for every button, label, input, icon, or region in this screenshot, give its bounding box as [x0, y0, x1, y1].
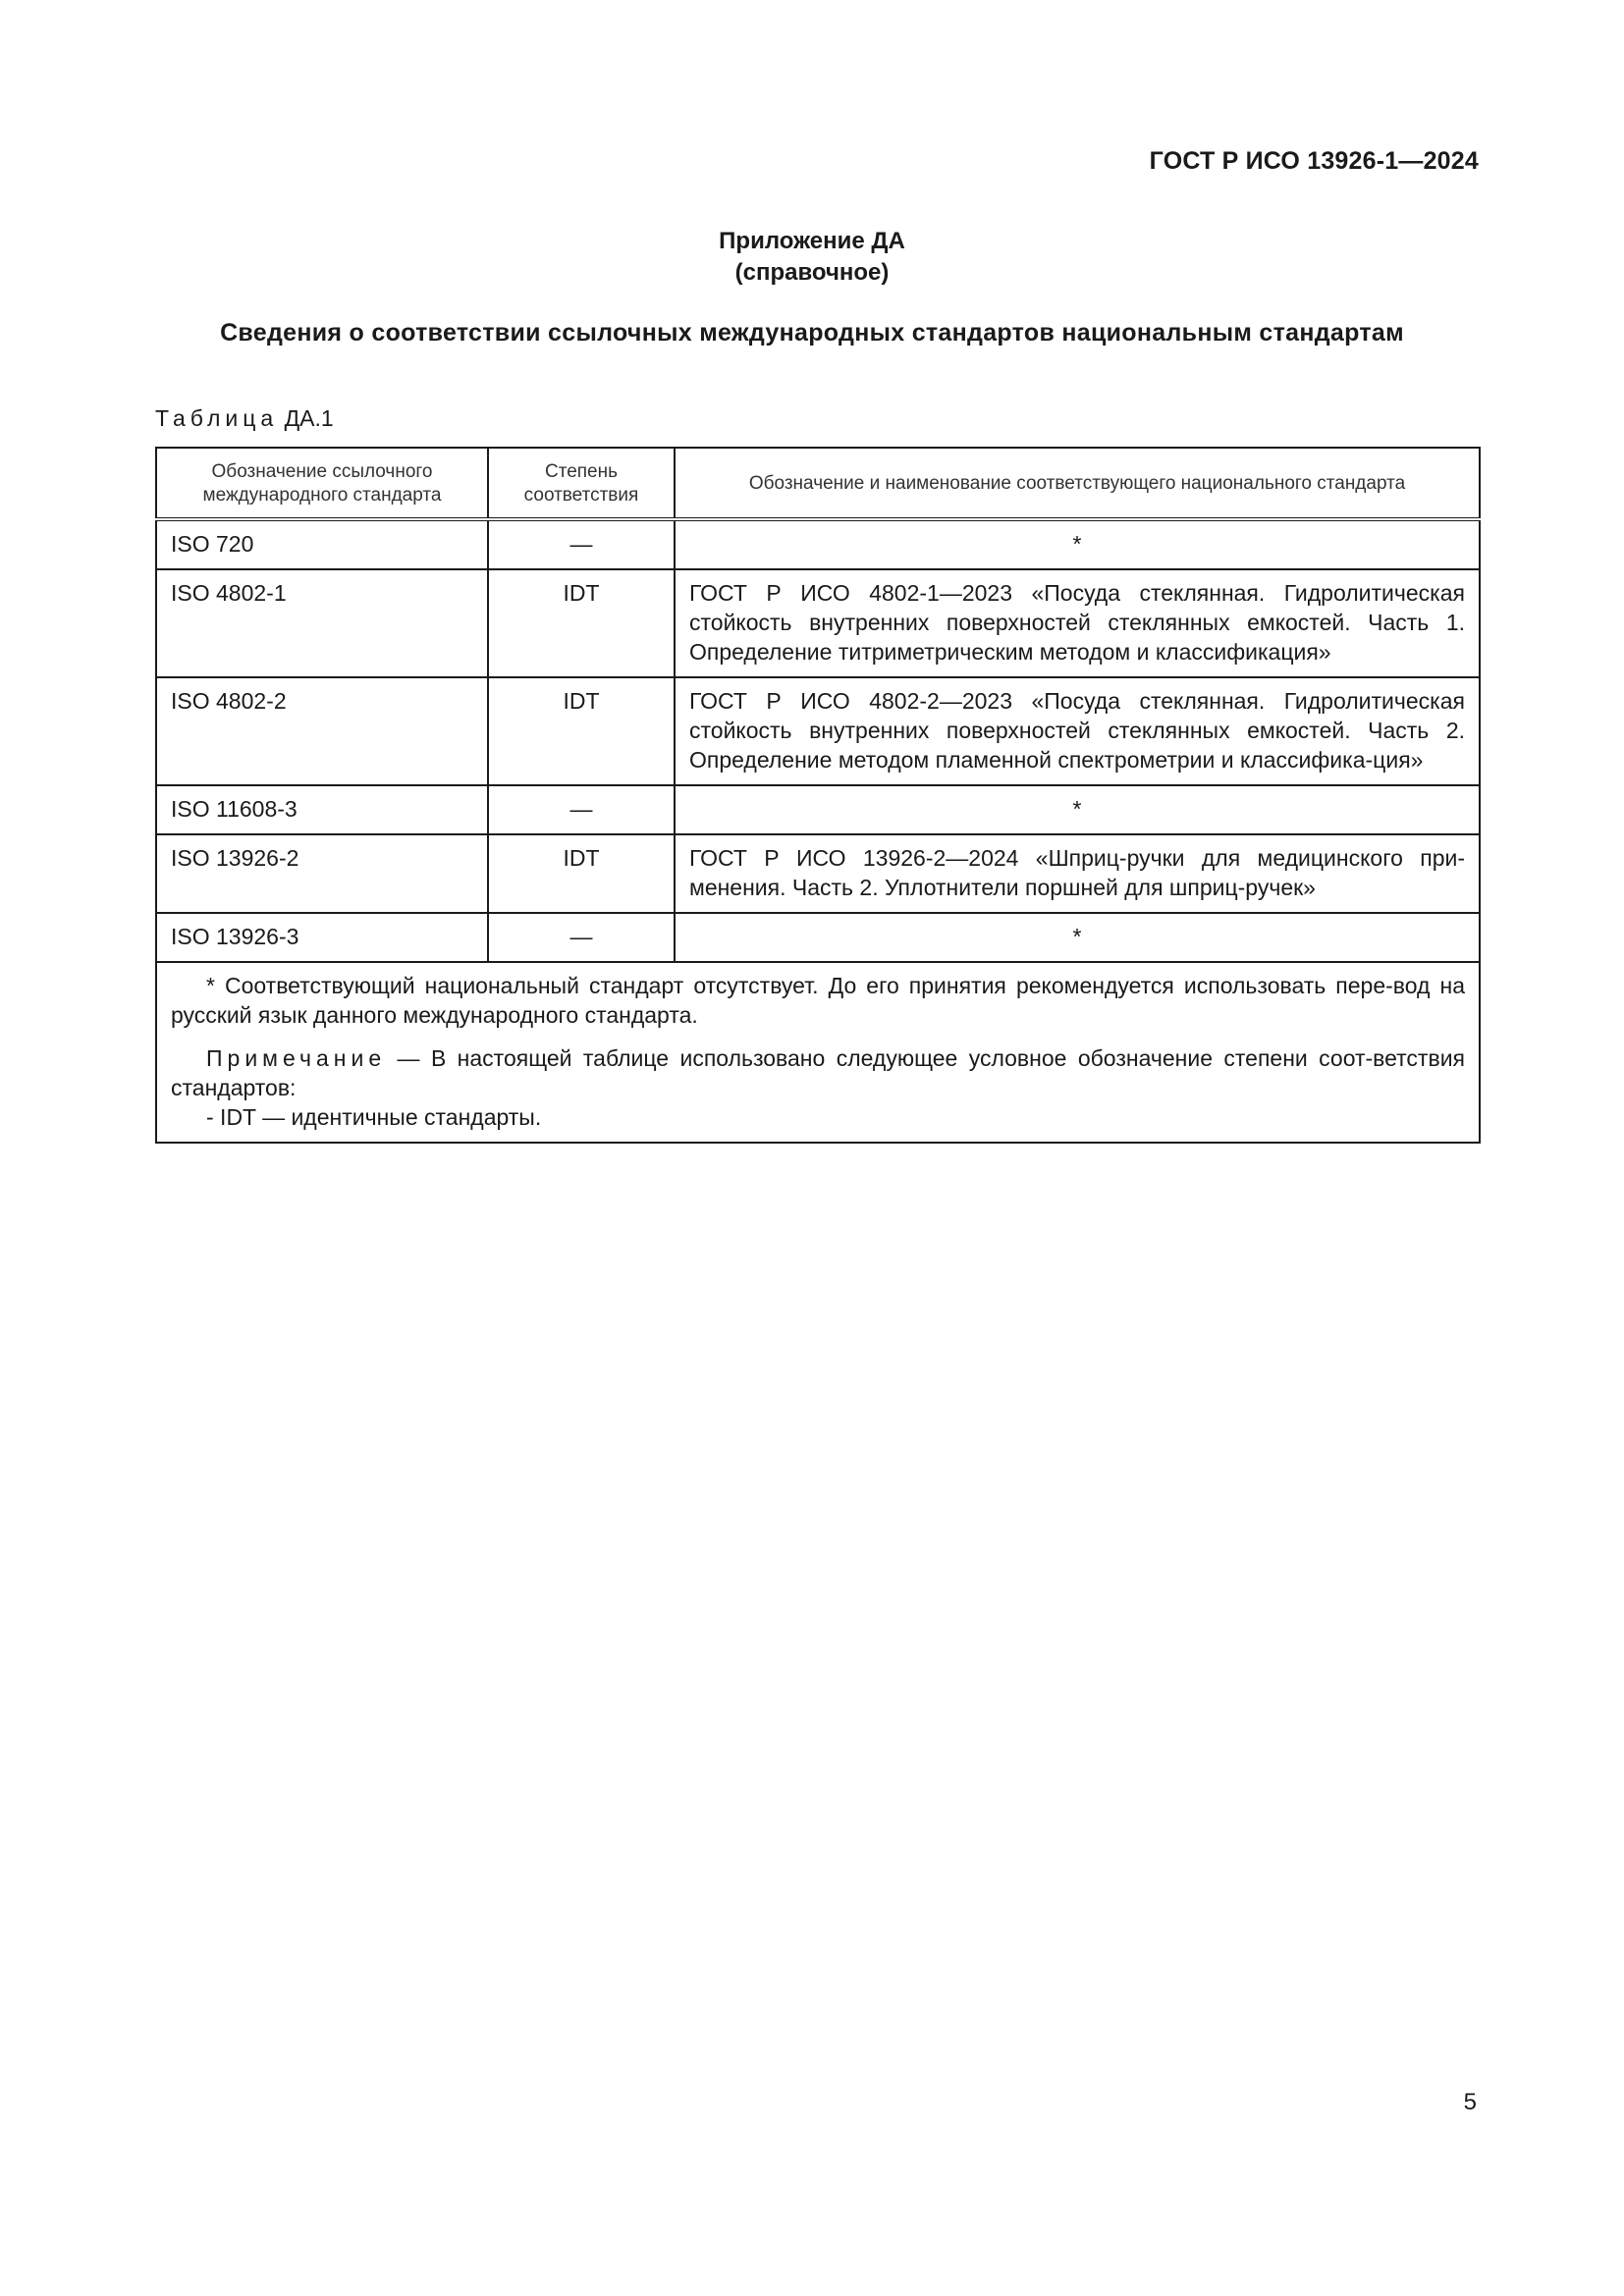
cell-std: ISO 4802-1: [156, 569, 488, 677]
cell-std: ISO 13926-3: [156, 913, 488, 962]
header-national-standard: Обозначение и наименование соответствующего национального стандарта: [675, 448, 1480, 519]
table-header-row: [156, 448, 1480, 519]
conformity-table: [155, 447, 1481, 1144]
header-international-standard: Обозначение ссылочного международного стандарта: [156, 448, 488, 519]
cell-degree: —: [488, 785, 675, 834]
cell-national: ГОСТ Р ИСО 4802-1—2023 «Посуда стеклянная. Гидролитическая стойкость внутренних поверхностей стеклянных емкостей. Часть 1. Определение титриметрическим методом и классификация»: [675, 569, 1480, 677]
cell-degree: IDT: [488, 677, 675, 785]
table-row: [156, 569, 1480, 677]
cell-national: ГОСТ Р ИСО 4802-2—2023 «Посуда стеклянная. Гидролитическая стойкость внутренних поверхностей стеклянных емкостей. Часть 2. Определение методом пламенной спектрометрии и классифика-ция»: [675, 677, 1480, 785]
cell-degree: —: [488, 519, 675, 569]
note-text: — В настоящей таблице использовано следующее условное обозначение степени соот-ветствия стандартов:: [171, 1045, 1465, 1100]
table-caption-word: Таблица: [155, 405, 279, 431]
cell-std: ISO 13926-2: [156, 834, 488, 913]
cell-degree: IDT: [488, 569, 675, 677]
document-code: ГОСТ Р ИСО 13926-1—2024: [1149, 147, 1479, 175]
table-note: [171, 1043, 1465, 1102]
cell-degree: IDT: [488, 834, 675, 913]
annex-heading: [0, 226, 1624, 289]
table-footnote: * Соответствующий национальный стандарт отсутствует. До его принятия рекомендуется использовать пере-вод на русский язык данного международного стандарта.: [171, 973, 1465, 1028]
note-label: Примечание: [206, 1045, 387, 1071]
note-item-idt: - IDT — идентичные стандарты.: [206, 1104, 542, 1130]
table-caption: [155, 405, 334, 432]
annex-title: Сведения о соответствии ссылочных международных стандартов национальным стандартам: [220, 319, 1404, 347]
table-row: [156, 785, 1480, 834]
cell-std: ISO 720: [156, 519, 488, 569]
cell-national: *: [675, 913, 1480, 962]
table-row: [156, 834, 1480, 913]
cell-degree: —: [488, 913, 675, 962]
cell-national: *: [675, 519, 1480, 569]
table-row: [156, 677, 1480, 785]
table-footer-row: [156, 962, 1480, 1143]
table-caption-number: ДА.1: [284, 405, 334, 431]
table-row: [156, 913, 1480, 962]
cell-national: *: [675, 785, 1480, 834]
cell-std: ISO 4802-2: [156, 677, 488, 785]
cell-national: ГОСТ Р ИСО 13926-2—2024 «Шприц-ручки для медицинского при-менения. Часть 2. Уплотнители поршней для шприц-ручек»: [675, 834, 1480, 913]
page-number: 5: [1463, 2089, 1477, 2115]
table-row: [156, 519, 1480, 569]
cell-std: ISO 11608-3: [156, 785, 488, 834]
annex-type: (справочное): [734, 259, 890, 286]
table-notes: [156, 962, 1480, 1143]
annex-label: Приложение ДА: [719, 228, 905, 254]
header-degree-of-conformity: Степень соответствия: [488, 448, 675, 519]
